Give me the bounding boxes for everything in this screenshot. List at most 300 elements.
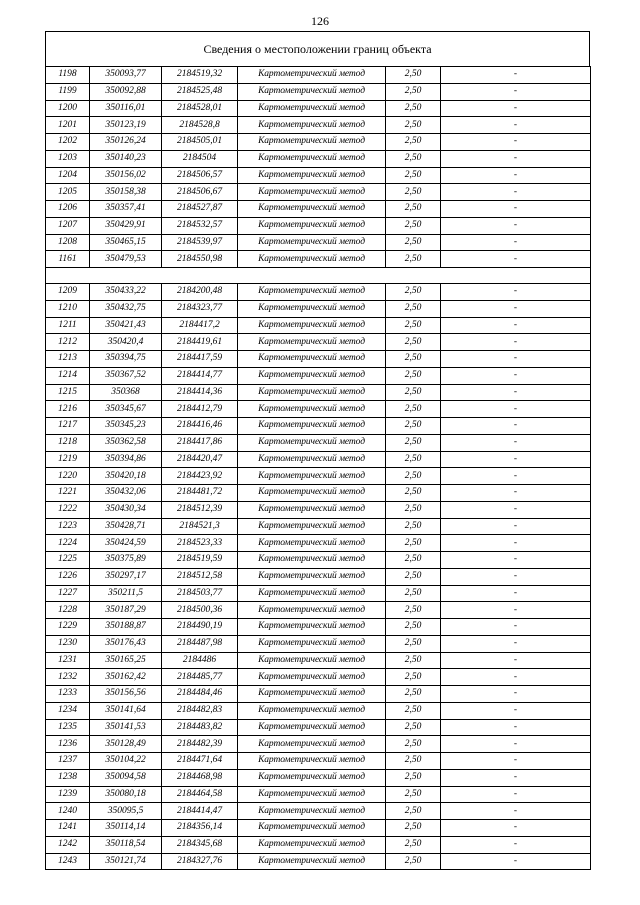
table-row [46, 201, 591, 218]
x-coordinate-cell: 350188,87 [90, 619, 162, 636]
method-cell: Картометрический метод [238, 585, 386, 602]
description-cell: - [441, 401, 591, 418]
x-coordinate-cell: 350368 [90, 384, 162, 401]
accuracy-cell: 2,50 [386, 836, 441, 853]
accuracy-cell: 2,50 [386, 518, 441, 535]
description-cell: - [441, 184, 591, 201]
point-number-cell: 1207 [46, 217, 90, 234]
description-cell: - [441, 217, 591, 234]
y-coordinate-cell: 2184550,98 [162, 251, 238, 268]
accuracy-cell: 2,50 [386, 117, 441, 134]
point-number-cell: 1230 [46, 635, 90, 652]
description-cell: - [441, 83, 591, 100]
y-coordinate-cell: 2184519,59 [162, 552, 238, 569]
y-coordinate-cell: 2184512,58 [162, 568, 238, 585]
x-coordinate-cell: 350156,56 [90, 686, 162, 703]
description-cell: - [441, 501, 591, 518]
x-coordinate-cell: 350479,53 [90, 251, 162, 268]
y-coordinate-cell: 2184482,83 [162, 702, 238, 719]
table-row [46, 100, 591, 117]
description-cell: - [441, 117, 591, 134]
x-coordinate-cell: 350367,52 [90, 367, 162, 384]
accuracy-cell: 2,50 [386, 184, 441, 201]
method-cell: Картометрический метод [238, 234, 386, 251]
method-cell: Картометрический метод [238, 518, 386, 535]
table-row [46, 384, 591, 401]
method-cell: Картометрический метод [238, 167, 386, 184]
x-coordinate-cell: 350128,49 [90, 736, 162, 753]
table-row [46, 367, 591, 384]
point-number-cell: 1233 [46, 686, 90, 703]
point-number-cell: 1211 [46, 317, 90, 334]
description-cell: - [441, 736, 591, 753]
description-cell: - [441, 434, 591, 451]
description-cell: - [441, 485, 591, 502]
table-row [46, 401, 591, 418]
y-coordinate-cell: 2184420,47 [162, 451, 238, 468]
description-cell: - [441, 753, 591, 770]
point-number-cell: 1218 [46, 434, 90, 451]
description-cell: - [441, 836, 591, 853]
table-row [46, 150, 591, 167]
method-cell: Картометрический метод [238, 485, 386, 502]
point-number-cell: 1217 [46, 418, 90, 435]
y-coordinate-cell: 2184416,46 [162, 418, 238, 435]
method-cell: Картометрический метод [238, 284, 386, 301]
description-cell: - [441, 702, 591, 719]
point-number-cell: 1199 [46, 83, 90, 100]
accuracy-cell: 2,50 [386, 451, 441, 468]
table-row [46, 635, 591, 652]
description-cell: - [441, 100, 591, 117]
table-row [46, 217, 591, 234]
page-number: 126 [311, 14, 329, 28]
table-row [46, 251, 591, 268]
accuracy-cell: 2,50 [386, 384, 441, 401]
method-cell: Картометрический метод [238, 83, 386, 100]
y-coordinate-cell: 2184345,68 [162, 836, 238, 853]
table-row [46, 167, 591, 184]
y-coordinate-cell: 2184481,72 [162, 485, 238, 502]
table-row [46, 619, 591, 636]
x-coordinate-cell: 350211,5 [90, 585, 162, 602]
table-row [46, 585, 591, 602]
table-row [46, 485, 591, 502]
point-number-cell: 1236 [46, 736, 90, 753]
accuracy-cell: 2,50 [386, 736, 441, 753]
accuracy-cell: 2,50 [386, 251, 441, 268]
table-row [46, 853, 591, 870]
description-cell: - [441, 820, 591, 837]
x-coordinate-cell: 350357,41 [90, 201, 162, 218]
method-cell: Картометрический метод [238, 786, 386, 803]
table-row [46, 468, 591, 485]
method-cell: Картометрический метод [238, 134, 386, 151]
table-row [46, 184, 591, 201]
point-number-cell: 1210 [46, 300, 90, 317]
accuracy-cell: 2,50 [386, 786, 441, 803]
point-number-cell: 1234 [46, 702, 90, 719]
accuracy-cell: 2,50 [386, 635, 441, 652]
x-coordinate-cell: 350158,38 [90, 184, 162, 201]
table-row [46, 134, 591, 151]
y-coordinate-cell: 2184423,92 [162, 468, 238, 485]
accuracy-cell: 2,50 [386, 284, 441, 301]
method-cell: Картометрический метод [238, 418, 386, 435]
accuracy-cell: 2,50 [386, 134, 441, 151]
x-coordinate-cell: 350421,43 [90, 317, 162, 334]
description-cell: - [441, 167, 591, 184]
x-coordinate-cell: 350394,75 [90, 351, 162, 368]
table-row [46, 300, 591, 317]
y-coordinate-cell: 2184487,98 [162, 635, 238, 652]
point-number-cell: 1221 [46, 485, 90, 502]
x-coordinate-cell: 350156,02 [90, 167, 162, 184]
point-number-cell: 1229 [46, 619, 90, 636]
accuracy-cell: 2,50 [386, 585, 441, 602]
point-number-cell: 1200 [46, 100, 90, 117]
description-cell: - [441, 284, 591, 301]
table-row [46, 518, 591, 535]
method-cell: Картометрический метод [238, 351, 386, 368]
table-row [46, 117, 591, 134]
point-number-cell: 1223 [46, 518, 90, 535]
y-coordinate-cell: 2184527,87 [162, 201, 238, 218]
table-row [46, 702, 591, 719]
accuracy-cell: 2,50 [386, 150, 441, 167]
method-cell: Картометрический метод [238, 401, 386, 418]
x-coordinate-cell: 350080,18 [90, 786, 162, 803]
x-coordinate-cell: 350432,06 [90, 485, 162, 502]
x-coordinate-cell: 350375,89 [90, 552, 162, 569]
table-row [46, 719, 591, 736]
method-cell: Картометрический метод [238, 201, 386, 218]
x-coordinate-cell: 350141,53 [90, 719, 162, 736]
table-group-separator [46, 268, 591, 284]
description-cell: - [441, 602, 591, 619]
description-cell: - [441, 552, 591, 569]
accuracy-cell: 2,50 [386, 418, 441, 435]
y-coordinate-cell: 2184419,61 [162, 334, 238, 351]
accuracy-cell: 2,50 [386, 702, 441, 719]
description-cell: - [441, 686, 591, 703]
description-cell: - [441, 334, 591, 351]
point-number-cell: 1225 [46, 552, 90, 569]
accuracy-cell: 2,50 [386, 669, 441, 686]
point-number-cell: 1205 [46, 184, 90, 201]
method-cell: Картометрический метод [238, 535, 386, 552]
table-row [46, 820, 591, 837]
description-cell: - [441, 351, 591, 368]
method-cell: Картометрический метод [238, 100, 386, 117]
table-row [46, 418, 591, 435]
description-cell: - [441, 853, 591, 870]
point-number-cell: 1212 [46, 334, 90, 351]
method-cell: Картометрический метод [238, 434, 386, 451]
accuracy-cell: 2,50 [386, 234, 441, 251]
method-cell: Картометрический метод [238, 468, 386, 485]
y-coordinate-cell: 2184484,46 [162, 686, 238, 703]
accuracy-cell: 2,50 [386, 300, 441, 317]
method-cell: Картометрический метод [238, 719, 386, 736]
method-cell: Картометрический метод [238, 736, 386, 753]
point-number-cell: 1241 [46, 820, 90, 837]
description-cell: - [441, 451, 591, 468]
accuracy-cell: 2,50 [386, 351, 441, 368]
description-cell: - [441, 635, 591, 652]
table-row [46, 234, 591, 251]
point-number-cell: 1214 [46, 367, 90, 384]
accuracy-cell: 2,50 [386, 67, 441, 84]
point-number-cell: 1215 [46, 384, 90, 401]
point-number-cell: 1206 [46, 201, 90, 218]
y-coordinate-cell: 2184539,97 [162, 234, 238, 251]
method-cell: Картометрический метод [238, 384, 386, 401]
table-row [46, 602, 591, 619]
description-cell: - [441, 234, 591, 251]
accuracy-cell: 2,50 [386, 769, 441, 786]
table-row [46, 501, 591, 518]
y-coordinate-cell: 2184490,19 [162, 619, 238, 636]
method-cell: Картометрический метод [238, 669, 386, 686]
point-number-cell: 1220 [46, 468, 90, 485]
table-row [46, 535, 591, 552]
accuracy-cell: 2,50 [386, 334, 441, 351]
method-cell: Картометрический метод [238, 619, 386, 636]
description-cell: - [441, 317, 591, 334]
y-coordinate-cell: 2184506,67 [162, 184, 238, 201]
method-cell: Картометрический метод [238, 184, 386, 201]
description-cell: - [441, 418, 591, 435]
accuracy-cell: 2,50 [386, 100, 441, 117]
method-cell: Картометрический метод [238, 686, 386, 703]
table-row [46, 451, 591, 468]
table-row [46, 552, 591, 569]
method-cell: Картометрический метод [238, 300, 386, 317]
description-cell: - [441, 535, 591, 552]
boundary-table-sheet [45, 31, 590, 870]
y-coordinate-cell: 2184528,01 [162, 100, 238, 117]
accuracy-cell: 2,50 [386, 217, 441, 234]
y-coordinate-cell: 2184525,48 [162, 83, 238, 100]
point-number-cell: 1224 [46, 535, 90, 552]
x-coordinate-cell: 350394,86 [90, 451, 162, 468]
y-coordinate-cell: 2184519,32 [162, 67, 238, 84]
accuracy-cell: 2,50 [386, 753, 441, 770]
table-row [46, 284, 591, 301]
y-coordinate-cell: 2184528,8 [162, 117, 238, 134]
x-coordinate-cell: 350121,74 [90, 853, 162, 870]
table-row [46, 736, 591, 753]
y-coordinate-cell: 2184414,36 [162, 384, 238, 401]
point-number-cell: 1204 [46, 167, 90, 184]
y-coordinate-cell: 2184506,57 [162, 167, 238, 184]
method-cell: Картометрический метод [238, 150, 386, 167]
description-cell: - [441, 67, 591, 84]
table-group-a [46, 67, 591, 268]
description-cell: - [441, 769, 591, 786]
accuracy-cell: 2,50 [386, 719, 441, 736]
point-number-cell: 1222 [46, 501, 90, 518]
x-coordinate-cell: 350118,54 [90, 836, 162, 853]
accuracy-cell: 2,50 [386, 83, 441, 100]
method-cell: Картометрический метод [238, 568, 386, 585]
table-row [46, 568, 591, 585]
point-number-cell: 1235 [46, 719, 90, 736]
accuracy-cell: 2,50 [386, 803, 441, 820]
description-cell: - [441, 384, 591, 401]
y-coordinate-cell: 2184417,86 [162, 434, 238, 451]
method-cell: Картометрический метод [238, 552, 386, 569]
table-row [46, 317, 591, 334]
x-coordinate-cell: 350420,18 [90, 468, 162, 485]
x-coordinate-cell: 350429,91 [90, 217, 162, 234]
accuracy-cell: 2,50 [386, 535, 441, 552]
method-cell: Картометрический метод [238, 317, 386, 334]
point-number-cell: 1231 [46, 652, 90, 669]
y-coordinate-cell: 2184512,39 [162, 501, 238, 518]
description-cell: - [441, 719, 591, 736]
accuracy-cell: 2,50 [386, 201, 441, 218]
y-coordinate-cell: 2184412,79 [162, 401, 238, 418]
x-coordinate-cell: 350092,88 [90, 83, 162, 100]
y-coordinate-cell: 2184200,48 [162, 284, 238, 301]
table-row [46, 786, 591, 803]
coordinates-table [45, 66, 591, 870]
method-cell: Картометрический метод [238, 753, 386, 770]
y-coordinate-cell: 2184482,39 [162, 736, 238, 753]
y-coordinate-cell: 2184414,47 [162, 803, 238, 820]
point-number-cell: 1240 [46, 803, 90, 820]
y-coordinate-cell: 2184504 [162, 150, 238, 167]
method-cell: Картометрический метод [238, 251, 386, 268]
description-cell: - [441, 803, 591, 820]
description-cell: - [441, 251, 591, 268]
x-coordinate-cell: 350362,58 [90, 434, 162, 451]
method-cell: Картометрический метод [238, 217, 386, 234]
accuracy-cell: 2,50 [386, 686, 441, 703]
y-coordinate-cell: 2184500,36 [162, 602, 238, 619]
x-coordinate-cell: 350345,23 [90, 418, 162, 435]
y-coordinate-cell: 2184417,59 [162, 351, 238, 368]
point-number-cell: 1242 [46, 836, 90, 853]
table-row [46, 836, 591, 853]
x-coordinate-cell: 350104,22 [90, 753, 162, 770]
accuracy-cell: 2,50 [386, 485, 441, 502]
x-coordinate-cell: 350095,5 [90, 803, 162, 820]
description-cell: - [441, 150, 591, 167]
description-cell: - [441, 201, 591, 218]
x-coordinate-cell: 350094,58 [90, 769, 162, 786]
x-coordinate-cell: 350433,22 [90, 284, 162, 301]
table-row [46, 753, 591, 770]
accuracy-cell: 2,50 [386, 401, 441, 418]
x-coordinate-cell: 350140,23 [90, 150, 162, 167]
method-cell: Картометрический метод [238, 820, 386, 837]
x-coordinate-cell: 350114,14 [90, 820, 162, 837]
table-row [46, 434, 591, 451]
accuracy-cell: 2,50 [386, 367, 441, 384]
x-coordinate-cell: 350123,19 [90, 117, 162, 134]
y-coordinate-cell: 2184323,77 [162, 300, 238, 317]
accuracy-cell: 2,50 [386, 652, 441, 669]
method-cell: Картометрический метод [238, 602, 386, 619]
point-number-cell: 1228 [46, 602, 90, 619]
y-coordinate-cell: 2184464,58 [162, 786, 238, 803]
description-cell: - [441, 367, 591, 384]
y-coordinate-cell: 2184327,76 [162, 853, 238, 870]
table-row [46, 769, 591, 786]
y-coordinate-cell: 2184503,77 [162, 585, 238, 602]
method-cell: Картометрический метод [238, 769, 386, 786]
accuracy-cell: 2,50 [386, 820, 441, 837]
y-coordinate-cell: 2184523,33 [162, 535, 238, 552]
method-cell: Картометрический метод [238, 67, 386, 84]
y-coordinate-cell: 2184483,82 [162, 719, 238, 736]
method-cell: Картометрический метод [238, 451, 386, 468]
y-coordinate-cell: 2184505,01 [162, 134, 238, 151]
accuracy-cell: 2,50 [386, 501, 441, 518]
method-cell: Картометрический метод [238, 117, 386, 134]
x-coordinate-cell: 350432,75 [90, 300, 162, 317]
y-coordinate-cell: 2184414,77 [162, 367, 238, 384]
x-coordinate-cell: 350116,01 [90, 100, 162, 117]
table-heading: Сведения о местоположении границ объекта [45, 31, 590, 66]
method-cell: Картометрический метод [238, 836, 386, 853]
separator-row [46, 268, 591, 284]
x-coordinate-cell: 350297,17 [90, 568, 162, 585]
x-coordinate-cell: 350126,24 [90, 134, 162, 151]
point-number-cell: 1232 [46, 669, 90, 686]
table-row [46, 669, 591, 686]
table-row [46, 334, 591, 351]
description-cell: - [441, 619, 591, 636]
point-number-cell: 1238 [46, 769, 90, 786]
y-coordinate-cell: 2184417,2 [162, 317, 238, 334]
description-cell: - [441, 669, 591, 686]
x-coordinate-cell: 350465,15 [90, 234, 162, 251]
method-cell: Картометрический метод [238, 635, 386, 652]
description-cell: - [441, 568, 591, 585]
point-number-cell: 1227 [46, 585, 90, 602]
table-row [46, 351, 591, 368]
method-cell: Картометрический метод [238, 334, 386, 351]
point-number-cell: 1216 [46, 401, 90, 418]
y-coordinate-cell: 2184356,14 [162, 820, 238, 837]
table-row [46, 652, 591, 669]
x-coordinate-cell: 350093,77 [90, 67, 162, 84]
point-number-cell: 1201 [46, 117, 90, 134]
point-number-cell: 1243 [46, 853, 90, 870]
y-coordinate-cell: 2184471,64 [162, 753, 238, 770]
description-cell: - [441, 134, 591, 151]
accuracy-cell: 2,50 [386, 468, 441, 485]
point-number-cell: 1198 [46, 67, 90, 84]
point-number-cell: 1219 [46, 451, 90, 468]
method-cell: Картометрический метод [238, 501, 386, 518]
method-cell: Картометрический метод [238, 853, 386, 870]
x-coordinate-cell: 350420,4 [90, 334, 162, 351]
description-cell: - [441, 786, 591, 803]
point-number-cell: 1202 [46, 134, 90, 151]
accuracy-cell: 2,50 [386, 434, 441, 451]
accuracy-cell: 2,50 [386, 619, 441, 636]
accuracy-cell: 2,50 [386, 552, 441, 569]
x-coordinate-cell: 350187,29 [90, 602, 162, 619]
x-coordinate-cell: 350162,42 [90, 669, 162, 686]
y-coordinate-cell: 2184532,57 [162, 217, 238, 234]
x-coordinate-cell: 350345,67 [90, 401, 162, 418]
